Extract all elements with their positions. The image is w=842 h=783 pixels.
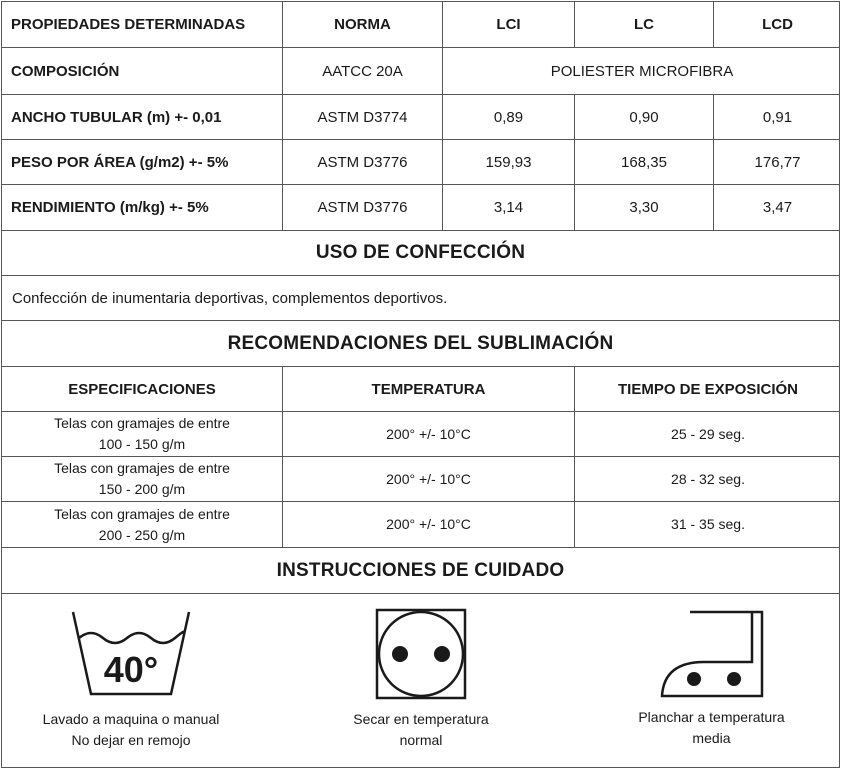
property-lc: 168,35 (575, 140, 714, 184)
property-label: PESO POR ÁREA (g/m2) +- 5% (2, 140, 283, 184)
header-norm: NORMA (283, 2, 443, 47)
sublimation-spec: Telas con gramajes de entre 200 - 250 g/m (2, 502, 283, 547)
property-label: RENDIMIENTO (m/kg) +- 5% (2, 185, 283, 230)
usage-text-row (2, 276, 839, 321)
header-temperature: TEMPERATURA (283, 367, 575, 411)
property-lcd: 3,47 (762, 199, 793, 216)
sublimation-time: 28 - 32 seg. (671, 470, 745, 487)
property-row (2, 185, 839, 231)
usage-text: Confección de inumentaria deportivas, complementos deportivos. (12, 289, 448, 307)
header-exposure-time: TIEMPO DE EXPOSICIÓN (617, 380, 799, 398)
fabric-spec-sheet (1, 1, 840, 768)
care-item-iron (582, 594, 841, 783)
property-lcd: 0,91 (762, 108, 793, 126)
property-lci: 0,89 (443, 95, 575, 139)
wash-tub-40-icon (69, 608, 193, 698)
property-norm: ASTM D3774 (283, 95, 443, 139)
properties-header-row (2, 2, 839, 48)
tumble-dry-normal-icon (375, 608, 467, 700)
iron-medium-icon (660, 610, 764, 698)
composition-row (2, 48, 839, 95)
usage-title-row (2, 231, 839, 276)
header-lci: LCI (443, 2, 575, 47)
header-lcd: LCD (762, 16, 793, 33)
property-label: ANCHO TUBULAR (m) +- 0,01 (2, 95, 283, 139)
care-item-wash (2, 594, 260, 781)
property-lci: 3,14 (443, 185, 575, 230)
property-lc: 3,30 (575, 185, 714, 230)
sublimation-time: 25 - 29 seg. (671, 425, 745, 442)
sublimation-time: 31 - 35 seg. (671, 516, 745, 532)
property-lcd: 176,77 (754, 153, 801, 171)
sublimation-row (2, 457, 839, 502)
property-norm: ASTM D3776 (283, 185, 443, 230)
sublimation-title: RECOMENDACIONES DEL SUBLIMACIÓN (227, 332, 614, 354)
svg-text:40°: 40° (103, 649, 159, 690)
sublimation-row (2, 502, 839, 548)
sublimation-spec: Telas con gramajes de entre 100 - 150 g/m (2, 412, 283, 456)
composition-norm: AATCC 20A (283, 48, 443, 94)
care-label-iron: Planchar a temperatura media (638, 709, 785, 746)
sublimation-spec: Telas con gramajes de entre 150 - 200 g/m (2, 457, 283, 501)
composition-value: POLIESTER MICROFIBRA (550, 62, 734, 80)
care-icons-row (2, 594, 839, 767)
header-specifications: ESPECIFICACIONES (2, 367, 283, 411)
property-lc: 0,90 (575, 95, 714, 139)
sublimation-header-row (2, 367, 839, 412)
header-properties: PROPIEDADES DETERMINADAS (2, 2, 283, 47)
care-label-wash: Lavado a maquina o manual No dejar en remojo (42, 711, 220, 748)
care-title-row (2, 548, 839, 594)
header-lc: LC (575, 2, 714, 47)
sublimation-title-row (2, 321, 839, 367)
property-row (2, 140, 839, 185)
sublimation-temperature: 200° +/- 10°C (283, 412, 575, 456)
sublimation-temperature: 200° +/- 10°C (283, 502, 575, 547)
property-lci: 159,93 (443, 140, 575, 184)
care-title: INSTRUCCIONES DE CUIDADO (276, 559, 565, 581)
composition-label: COMPOSICIÓN (2, 48, 283, 94)
care-item-dry (292, 594, 550, 781)
sublimation-temperature: 200° +/- 10°C (283, 457, 575, 501)
property-row (2, 95, 839, 140)
usage-title: USO DE CONFECCIÓN (315, 242, 526, 263)
care-label-dry: Secar en temperatura normal (353, 711, 489, 748)
property-norm: ASTM D3776 (283, 140, 443, 184)
sublimation-row (2, 412, 839, 457)
